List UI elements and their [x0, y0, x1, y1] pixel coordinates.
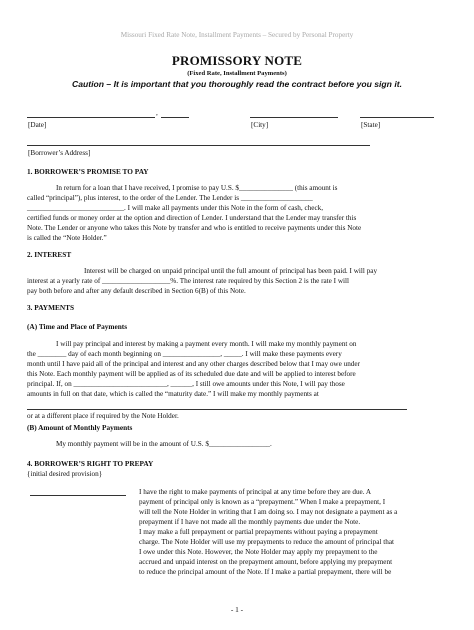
section-4-line: payment of principal only is known as a “prepayment.” When I make a prepayment, I: [139, 498, 386, 506]
section-3a-heading: (A) Time and Place of Payments: [27, 322, 128, 331]
section-1-line: In return for a loan that I have received, I promise to pay U.S. $_______________ (this amount is: [56, 184, 338, 192]
section-3a-line: principal. If, on __________________________, ______, I still owe amounts under this Note, I will pay those: [27, 380, 345, 388]
section-1-line: is called the “Note Holder.”: [27, 234, 107, 242]
section-3-heading: 3. PAYMENTS: [27, 303, 75, 312]
borrower-address-label: [Borrower’s Address]: [28, 149, 91, 157]
section-2-line: pay both before and after any default described in Section 6(B) of this Note.: [27, 287, 246, 295]
section-4-line: I owe under this Note. However, the Note Holder may apply my prepayment to the: [139, 548, 378, 556]
section-2-heading: 2. INTEREST: [27, 250, 72, 259]
section-1-line: ___________________________. I will make all payments under this Note in the form of cash, check,: [27, 204, 324, 212]
provision-note: {initial desired provision}: [27, 470, 103, 478]
section-3b-heading: (B) Amount of Monthly Payments: [27, 423, 133, 432]
city-label: [City]: [251, 121, 269, 129]
payment-place-line[interactable]: [27, 409, 407, 410]
section-3a-line: I will pay principal and interest by making a payment every month. I will make my monthly payment on: [56, 340, 357, 348]
section-1-line: called “principal”), plus interest, to the order of the Lender. The Lender is ____________________: [27, 194, 313, 202]
section-2-line: Interest will be charged on unpaid principal until the full amount of principal has been paid. I will pay: [84, 267, 378, 275]
state-line[interactable]: [360, 117, 434, 118]
state-label: [State]: [361, 121, 381, 129]
section-3a-line: month until I have paid all of the principal and interest and any other charges described below that I may owe under: [27, 360, 360, 368]
header-watermark: Missouri Fixed Rate Note, Installment Payments – Secured by Personal Property: [120, 31, 354, 39]
section-1-line: certified funds or money order at the option and direction of Lender. I understand that the Lender may transfer this: [27, 214, 357, 222]
section-1-line: Note. The Lender or anyone who takes this Note by transfer and who is entitled to receive payments under this Note: [27, 224, 362, 232]
borrower-address-line[interactable]: [27, 145, 370, 146]
date-line[interactable]: [27, 117, 155, 118]
section-4-line: to reduce the principal amount of the Note. If I make a partial prepayment, there will be: [139, 568, 392, 576]
document-subtitle: (Fixed Rate, Installment Payments): [187, 70, 287, 77]
date-year-line[interactable]: [161, 117, 189, 118]
section-4-line: I may make a full prepayment or partial prepayments without paying a prepayment: [139, 528, 378, 536]
section-3a-line: this Note. Each monthly payment will be applied as of its scheduled due date and will be applied to interest before: [27, 370, 356, 378]
date-label: [Date]: [28, 121, 47, 129]
date-comma: ,: [156, 109, 158, 117]
section-3a-line: amounts in full on that date, which is called the “maturity date.” I will make my monthly payments at: [27, 390, 319, 398]
section-4-line: will tell the Note Holder in writing that I am doing so. I may not designate a payment as a: [139, 508, 398, 516]
document-title: PROMISSORY NOTE: [171, 53, 303, 68]
caution-notice: Caution – It is important that you thoroughly read the contract before you sign it.: [72, 79, 402, 89]
section-4-line: accrued and unpaid interest on the prepayment amount, before applying my prepayment: [139, 558, 393, 566]
section-4-line: charge. The Note Holder will use my prepayments to reduce the amount of principal that: [139, 538, 395, 546]
section-3a-line: the ________ day of each month beginning on ________________, _____. I will make these payments every: [27, 350, 342, 358]
city-line[interactable]: [250, 117, 338, 118]
section-2-line: interest at a yearly rate of ___________________%. The interest rate required by this Section 2 is the rate I will: [27, 277, 350, 285]
section-4-heading: 4. BORROWER’S RIGHT TO PREPAY: [27, 459, 154, 468]
section-4-line: prepayment if I have not made all the monthly payments due under the Note.: [139, 518, 361, 526]
section-3b-line: My monthly payment will be in the amount of U.S. $_________________.: [56, 440, 272, 448]
page-number: - 1 -: [230, 605, 244, 614]
section-3a-line: or at a different place if required by the Note Holder.: [27, 412, 179, 420]
section-4-line: I have the right to make payments of principal at any time before they are due. A: [139, 488, 372, 496]
initial-line[interactable]: [30, 495, 126, 496]
section-1-heading: 1. BORROWER’S PROMISE TO PAY: [27, 167, 149, 176]
